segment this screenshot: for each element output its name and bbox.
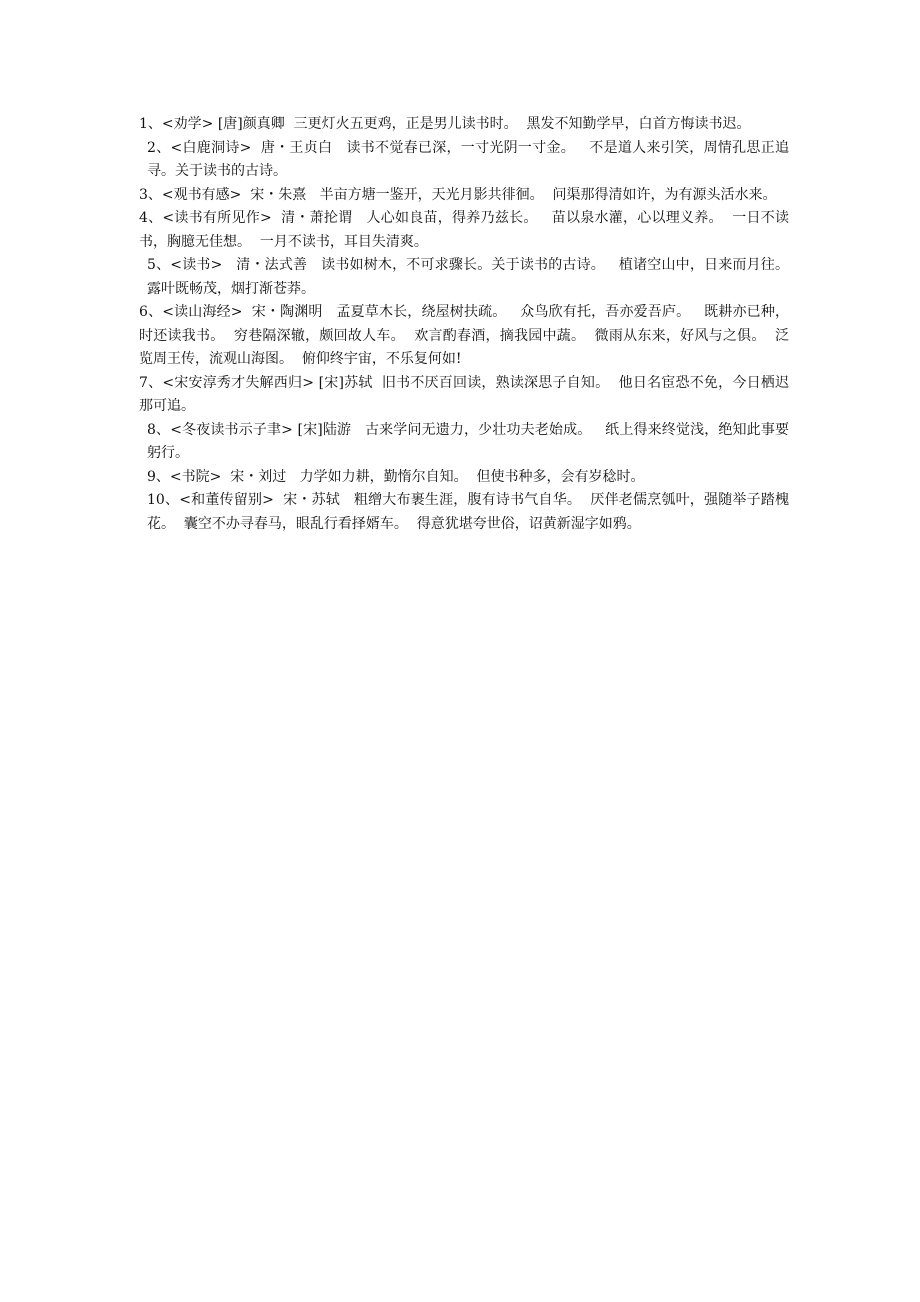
poem-entry-2: 2、<白鹿洞诗> 唐・王贞白 读书不觉春已深，一寸光阴一寸金。 不是道人来引笑，周情孔思正追寻。关于读书的古诗。 xyxy=(147,139,789,179)
poem-entry-7: 7、<宋安淳秀才失解西归> [宋]苏轼 旧书不厌百回读，熟读深思子自知。 他日名宦恐不免，今日栖迟那可追。 xyxy=(139,374,789,414)
poem-entry-1: 1、<劝学> [唐]颜真卿 三更灯火五更鸡，正是男儿读书时。 黑发不知勤学早，白首方悔读书迟。 xyxy=(139,116,751,132)
poem-entry-4: 4、<读书有所见作> 清・萧抡谓 人心如良苗，得养乃兹长。 苗以泉水灌，心以理义养。 一日不读书，胸臆无佳想。 一月不读书，耳目失清爽。 xyxy=(139,210,789,250)
poem-entry-3: 3、<观书有感> 宋・朱熹 半亩方塘一鉴开，天光月影共徘徊。 问渠那得清如许，为有源头活水来。 xyxy=(139,186,777,203)
document-body xyxy=(139,113,798,536)
poem-entry-9: 9、<书院> 宋・刘过 力学如力耕，勤惰尔自知。 但使书种多，会有岁稔时。 xyxy=(147,468,645,485)
poem-entry-5: 5、<读书> 清・法式善 读书如树木，不可求骤长。关于读书的古诗。 植诸空山中，日来而月往。 露叶既畅茂，烟打渐苍莽。 xyxy=(147,257,798,297)
poem-entry-10: 10、<和董传留别> 宋・苏轼 粗缯大布裹生涯，腹有诗书气自华。 厌伴老儒烹瓠叶，强随举子踏槐花。 囊空不办寻春马，眼乱行看择婿车。 得意犹堪夸世俗，诏黄新湿字如鸦。 xyxy=(147,492,789,532)
poem-entry-6: 6、<读山海经> 宋・陶渊明 孟夏草木长，绕屋树扶疏。 众鸟欣有托，吾亦爱吾庐。 既耕亦已种，时还读我书。 穷巷隔深辙，颇回故人车。 欢言酌春酒，摘我园中蔬。 微雨从东来，好风与之俱。 泛览周王传，流观山海图。 俯仰终宇宙，不乐复何如! xyxy=(139,304,789,367)
poem-entry-8: 8、<冬夜读书示子聿> [宋]陆游 古来学问无遗力，少壮功夫老始成。 纸上得来终觉浅，绝知此事要躬行。 xyxy=(147,421,789,461)
